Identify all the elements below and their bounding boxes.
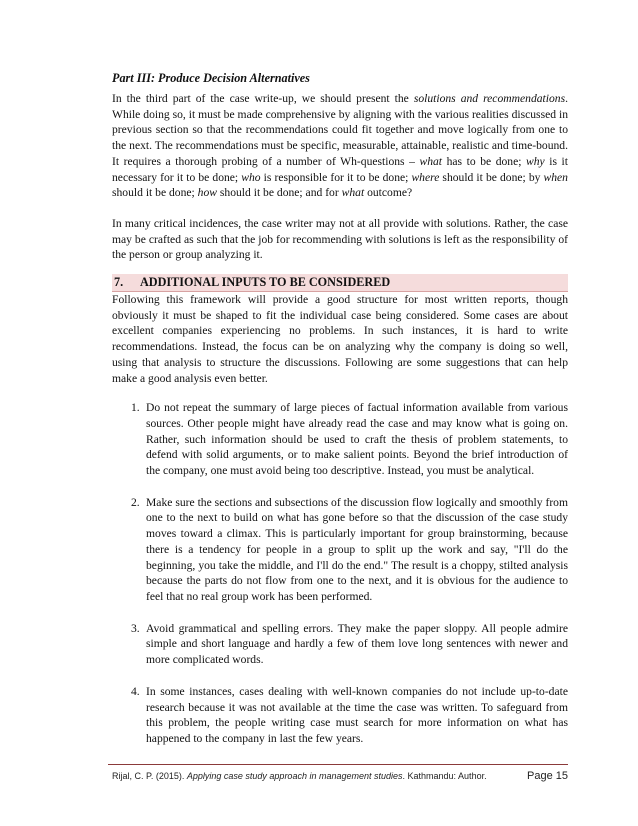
text-run: In the third part of the case write-up, we should present the	[112, 92, 414, 105]
text-run: . While doing so, it must be made comprehensive by aligning with the various realities discussed in previous section so that the recommendations could fit together and move logically from one to the next. The recommendations must be specific, measurable, attainable, realistic and time-bound. It requires a thorough probing of a number of Wh-questions –	[112, 92, 568, 168]
page-footer	[112, 769, 568, 783]
section-number: 7.	[114, 275, 124, 290]
list-marker: 1.	[131, 401, 140, 415]
text-run: has to be done;	[442, 154, 527, 168]
emphasis: solutions and recommendations	[413, 92, 566, 105]
text-run: should it be done; by	[439, 170, 544, 184]
solutions-paragraph	[112, 91, 568, 201]
list-marker: 3.	[131, 621, 140, 635]
list-marker: 2.	[131, 495, 140, 509]
text-run: is it necessary for it to be done;	[112, 154, 568, 184]
list-marker: 4.	[131, 684, 140, 698]
list-item	[112, 400, 568, 479]
suggestions-list	[112, 400, 568, 746]
footer-divider	[108, 764, 568, 765]
text-run: should it be done; and for	[217, 186, 342, 200]
part-heading: Part III: Produce Decision Alternatives	[112, 71, 310, 85]
emphasis: when	[543, 170, 568, 184]
citation-text: Rijal, C. P. (2015).	[112, 771, 187, 781]
emphasis: who	[241, 170, 261, 184]
page-number: Page 15	[527, 770, 568, 782]
citation-text: . Kathmandu: Author.	[402, 771, 487, 781]
emphasis: what	[341, 186, 365, 200]
list-item-text: Make sure the sections and subsections of the discussion flow logically and smoothly from one to the next to build on what has gone before so that the discussion of the case study moves toward a climax. This is particularly important for group brainstorming, because there is a tendency for people in a group to split up the work and say, "I'll do the beginning, you take the middle, and I'll do the end." The result is a choppy, stilted analysis because the parts do not flow from one to the next, and it is obvious for the audience to feel that no real group work has been performed.	[146, 495, 568, 603]
section-heading	[112, 274, 568, 292]
emphasis: where	[411, 170, 440, 184]
list-item-text: In some instances, cases dealing with well-known companies do not include up-to-date research because it was not available at the time the case was written. To safeguard from this problem, the people writing case must search for more information on what has happened to the company in last the few years.	[146, 684, 568, 745]
list-item	[112, 684, 568, 747]
emphasis: why	[526, 154, 545, 168]
citation-title: Applying case study approach in management studies	[186, 771, 403, 781]
emphasis: what	[419, 154, 443, 168]
framework-paragraph: Following this framework will provide a good structure for most written reports, though obviously it must be shaped to fit the individual case being considered. Some cases are about excellent companies experiencing no problems. In such instances, it is hard to write recommendations. Instead, the focus can be on analyzing why the company is doing so well, using that analysis to structure the discussions. Following are some suggestions that can help make a good analysis even better.	[112, 293, 568, 385]
emphasis: how	[197, 186, 217, 200]
text-run: is responsible for it to be done;	[260, 170, 412, 184]
list-item	[112, 495, 568, 605]
section-title: ADDITIONAL INPUTS TO BE CONSIDERED	[140, 275, 391, 290]
list-item-text: Avoid grammatical and spelling errors. They make the paper sloppy. All people admire simple and short language and hardly a few of them love long sentences with newer and more complicated words.	[146, 621, 568, 667]
text-run: should it be done;	[112, 186, 198, 200]
critical-incidences-paragraph: In many critical incidences, the case writer may not at all provide with solutions. Rather, the case may be crafted as such that the job for recommending with solutions is left as the responsibility of the person or group analyzing it.	[112, 216, 568, 262]
text-run: outcome?	[364, 186, 413, 200]
list-item	[112, 621, 568, 668]
document-page	[112, 70, 568, 747]
list-item-text: Do not repeat the summary of large pieces of factual information available from various sources. Other people might have already read the case and may know what is going on. Rather, such information should be used to craft the thesis of problem statements, to defend with solid arguments, or to make salient points. Beyond the brief introduction of the company, one must avoid being too descriptive. Instead, you must be analytical.	[146, 401, 568, 478]
footer-citation	[112, 769, 487, 783]
